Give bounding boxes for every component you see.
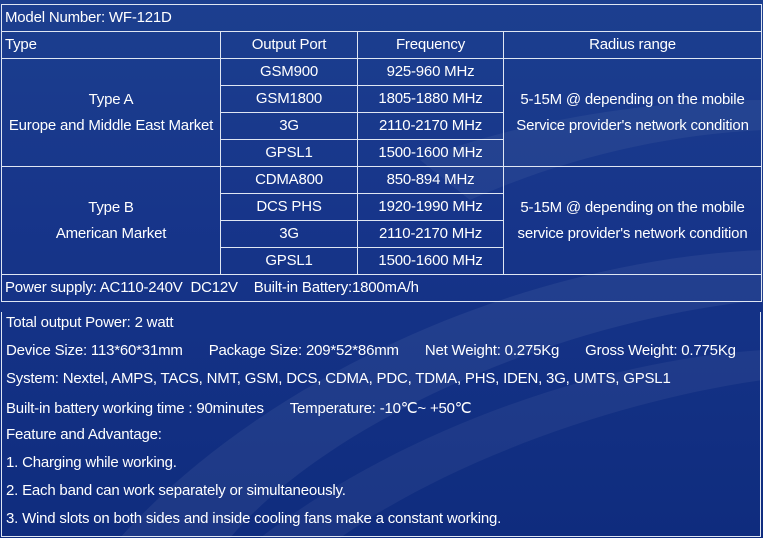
- port-cell: GPSL1: [221, 248, 358, 275]
- type-b-market: American Market: [55, 224, 167, 242]
- total-output-power: Total output Power: 2 watt: [6, 314, 174, 331]
- type-b-cell: [2, 167, 221, 275]
- type-a-radius-line1: 5-15M @ depending on the mobile: [520, 90, 745, 108]
- device-size: Device Size: 113*60*31mm: [6, 342, 183, 359]
- frequency-cell: 925-960 MHz: [358, 59, 504, 86]
- package-size: Package Size: 209*52*86mm: [208, 342, 399, 359]
- port-cell: CDMA800: [221, 167, 358, 194]
- system-list: System: Nextel, AMPS, TACS, NMT, GSM, DCS, CDMA, PDC, TDMA, PHS, IDEN, 3G, UMTS, GPSL1: [6, 370, 671, 387]
- port-cell: 3G: [221, 221, 358, 248]
- info-section: [1, 312, 761, 537]
- feature-title: Feature and Advantage:: [6, 426, 162, 443]
- header-radius-range: Radius range: [504, 32, 762, 59]
- type-b-radius-line2: service provider's network condition: [517, 224, 748, 242]
- battery-temperature-line: [6, 399, 471, 417]
- port-cell: GPSL1: [221, 140, 358, 167]
- temperature: Temperature: -10℃~ +50℃: [289, 400, 472, 417]
- spec-table: [1, 4, 762, 302]
- frequency-cell: 1500-1600 MHz: [358, 140, 504, 167]
- type-a-market: Europe and Middle East Market: [8, 116, 214, 134]
- type-b-name: Type B: [88, 198, 134, 216]
- header-frequency: Frequency: [358, 32, 504, 59]
- port-cell: GSM1800: [221, 86, 358, 113]
- type-b-radius: [504, 167, 762, 275]
- header-output-port: Output Port: [221, 32, 358, 59]
- type-b-radius-line1: 5-15M @ depending on the mobile: [520, 198, 745, 216]
- model-number: Model Number: WF-121D: [2, 5, 762, 32]
- port-cell: 3G: [221, 113, 358, 140]
- frequency-cell: 2110-2170 MHz: [358, 113, 504, 140]
- port-cell: DCS PHS: [221, 194, 358, 221]
- frequency-cell: 850-894 MHz: [358, 167, 504, 194]
- feature-item: 2. Each band can work separately or simultaneously.: [6, 482, 346, 499]
- feature-item: 1. Charging while working.: [6, 454, 177, 471]
- power-supply: Power supply: AC110-240V DC12V Built-in Battery:1800mA/h: [2, 275, 762, 302]
- feature-item: 3. Wind slots on both sides and inside cooling fans make a constant working.: [6, 510, 502, 527]
- net-weight: Net Weight: 0.275Kg: [424, 342, 560, 359]
- frequency-cell: 1805-1880 MHz: [358, 86, 504, 113]
- type-a-cell: [2, 59, 221, 167]
- frequency-cell: 1920-1990 MHz: [358, 194, 504, 221]
- gross-weight: Gross Weight: 0.775Kg: [585, 342, 736, 359]
- frequency-cell: 2110-2170 MHz: [358, 221, 504, 248]
- type-a-radius-line2: Service provider's network condition: [516, 116, 749, 134]
- type-a-radius: [504, 59, 762, 167]
- size-weight-line: [6, 342, 736, 359]
- type-a-name: Type A: [88, 90, 134, 108]
- frequency-cell: 1500-1600 MHz: [358, 248, 504, 275]
- battery-working-time: Built-in battery working time : 90minutes: [6, 400, 264, 417]
- header-type: Type: [2, 32, 221, 59]
- port-cell: GSM900: [221, 59, 358, 86]
